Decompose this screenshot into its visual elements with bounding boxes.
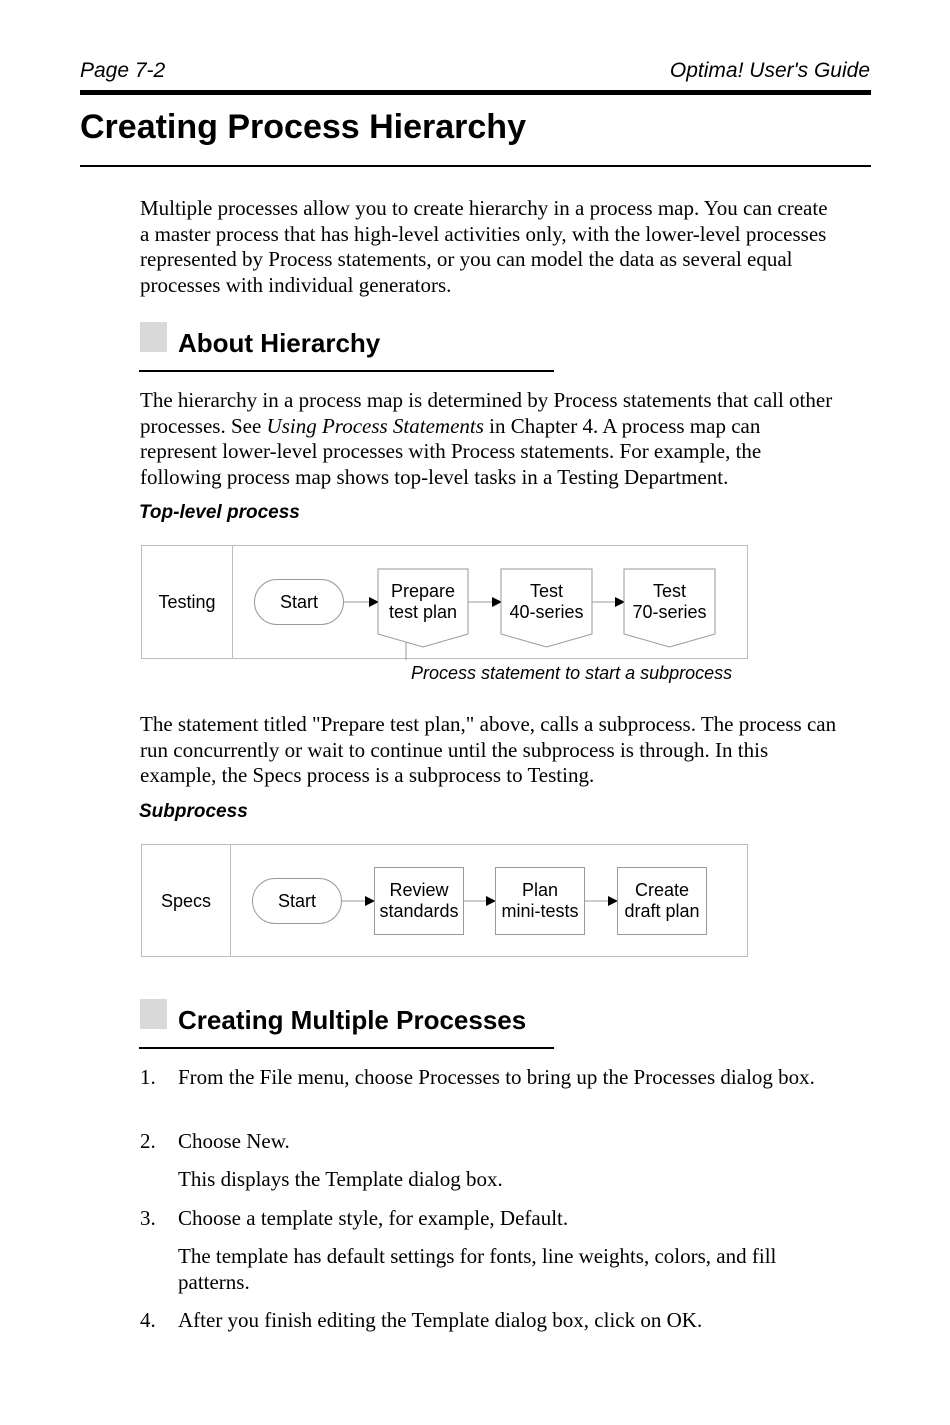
- start-terminator: Start: [252, 878, 342, 924]
- top-level-process-diagram: [141, 545, 748, 659]
- about-hierarchy-heading: About Hierarchy: [178, 328, 381, 358]
- figure-label-top-level: Top-level process: [139, 502, 300, 523]
- step-item-1: [140, 1065, 840, 1117]
- lane-label: Specs: [160, 891, 212, 911]
- step-text: From the File menu, choose Processes to bring up the Processes dialog box.: [178, 1065, 815, 1089]
- step-item-2: [140, 1129, 840, 1155]
- about-paragraph: [140, 388, 840, 490]
- section-rule: [139, 370, 554, 372]
- step-note-3: [140, 1244, 840, 1296]
- guide-title: Optima! User's Guide: [669, 59, 870, 82]
- step-text: After you finish editing the Template dialog box, click on OK.: [178, 1308, 703, 1332]
- section-marker: [140, 999, 167, 1029]
- about-text-1: The hierarchy in a process map is determined by Process statements that call other processes. See: [140, 388, 833, 438]
- page-number: Page 7-2: [80, 59, 166, 82]
- step-test-70-series: Test 70-series: [632, 581, 707, 622]
- middle-paragraph: The statement titled "Prepare test plan," above, calls a subprocess. The process can run concurrently or wait to continue until the subprocess is through. In this example, the Specs process is a subprocess to Testing.: [140, 712, 837, 787]
- chapter-reference: Using Process Statements: [266, 413, 484, 438]
- start-terminator: Start: [254, 579, 344, 625]
- step-number: 4.: [140, 1308, 156, 1332]
- step-note-2: [140, 1167, 840, 1193]
- step-create-draft-plan: Create draft plan: [624, 880, 700, 921]
- step-prepare-test-plan: Prepare test plan: [388, 581, 458, 622]
- header-rule: [80, 90, 871, 95]
- step-item-3: [140, 1206, 840, 1232]
- lane-label: Testing: [158, 592, 216, 612]
- step-number: 2.: [140, 1129, 156, 1153]
- figure-label-subprocess: Subprocess: [139, 801, 248, 822]
- creating-processes-heading: Creating Multiple Processes: [178, 1005, 527, 1035]
- about-text-2: in Chapter 4. A process map can represent lower-level processes with Process statements. For example, the following process map shows top-level tasks in a Testing Department.: [140, 413, 762, 489]
- subprocess-diagram: [141, 844, 748, 957]
- section-marker: [140, 322, 167, 352]
- step-text: Choose New.: [178, 1129, 290, 1153]
- title-rule: [80, 165, 871, 167]
- step-item-4: [140, 1308, 840, 1334]
- step-plan-mini-tests: Plan mini-tests: [501, 880, 579, 921]
- step-test-40-series: Test 40-series: [509, 581, 584, 622]
- step-text: This displays the Template dialog box.: [178, 1167, 503, 1191]
- step-text: Choose a template style, for example, Default.: [178, 1206, 569, 1230]
- page-title: Creating Process Hierarchy: [80, 108, 526, 146]
- step-number: 1.: [140, 1065, 156, 1089]
- figure-caption: Process statement to start a subprocess: [411, 663, 733, 683]
- step-number: 3.: [140, 1206, 156, 1230]
- section-rule: [139, 1047, 554, 1049]
- intro-paragraph: Multiple processes allow you to create hierarchy in a process map. You can create a master process that has high-level activities only, with the lower-level processes represented by Process statements, or you can model the data as several equal processes with individual generators.: [140, 196, 828, 297]
- step-review-standards: Review standards: [379, 880, 459, 921]
- step-text: The template has default settings for fonts, line weights, colors, and fill patterns.: [178, 1244, 777, 1294]
